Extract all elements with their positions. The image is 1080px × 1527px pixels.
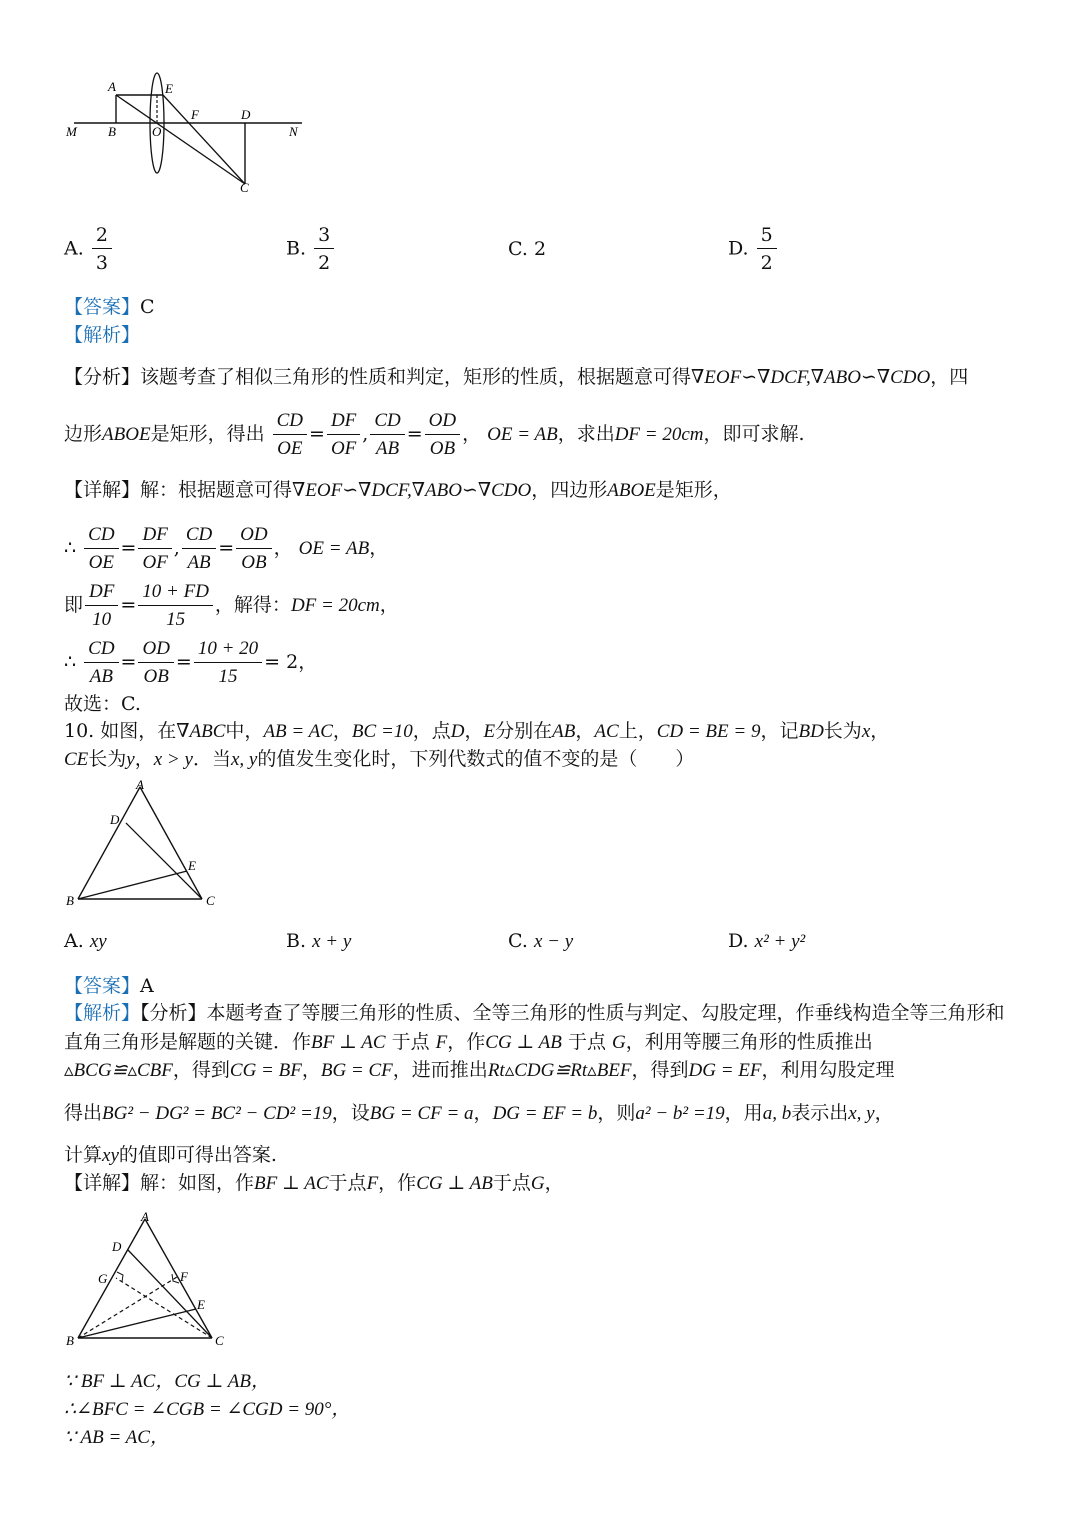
q9-analysis-tag: 【解析】 <box>64 324 141 346</box>
q9-option-b: B. $\frac{3}{2}$ <box>286 222 336 277</box>
q10-answer: 【答案】A <box>64 975 154 997</box>
fig3-label-A: A <box>141 1209 149 1224</box>
q9-fenxi-line1: 【分析】该题考查了相似三角形的性质和判定，矩形的性质，根据题意可得∇EOF∽∇DCF,∇ABO∽∇CDO，四 <box>64 366 969 388</box>
fig3-label-B: B <box>66 1333 74 1348</box>
fig3-label-D: D <box>112 1239 122 1254</box>
q10-analysis-line2: 直角三角形是解题的关键．作BF ⊥ AC 于点 F，作CG ⊥ AB 于点 G，利用等腰三角形的性质推出 <box>64 1031 873 1053</box>
fig1-label-B: B <box>108 124 116 139</box>
q10-stem-line1: 10. 如图，在∇ABC中，AB = AC，BC =10，点D，E分别在AB，AC上，CD = BE = 9，记BD长为x， <box>64 720 890 742</box>
q10-option-b: B. x + y <box>286 930 352 952</box>
q9-option-d: D. $\frac{5}{2}$ <box>728 222 779 277</box>
q9-option-a: A. $\frac{2}{3}$ <box>64 222 114 277</box>
q9-option-c: C. 2 <box>508 238 547 260</box>
fig1-label-F: F <box>191 107 199 122</box>
q10-proof-3: ∵ AB = AC， <box>64 1427 169 1448</box>
fig1-label-E: E <box>165 81 173 96</box>
q10-xiangjie-line1: 【详解】解：如图，作BF ⊥ AC于点F，作CG ⊥ AB于点G， <box>64 1172 564 1194</box>
q10-analysis-line1: 【解析】【分析】本题考查了等腰三角形的性质、全等三角形的性质与判定、勾股定理，作垂线构造全等三角形和 <box>64 1002 1005 1024</box>
q9-xiangjie-line1: 【详解】解：根据题意可得∇EOF∽∇DCF,∇ABO∽∇CDO，四边形ABOE是矩形， <box>64 479 732 501</box>
q9-step-3: ∴ $\frac{CD}{AB}$ = $\frac{OD}{OB}$ = $\frac{10 + 20}{15}$ = 2， <box>64 637 318 687</box>
triangle-figure-2 <box>60 1205 240 1355</box>
q10-proof-2: ∴∠BFC = ∠CGB = ∠CGD = 90°， <box>64 1399 351 1420</box>
fig3-label-E: E <box>197 1297 205 1312</box>
q9-option-a-fraction: $\frac{2}{3}$ <box>92 222 112 277</box>
q10-proof-1: ∵ BF ⊥ AC，CG ⊥ AB， <box>64 1371 270 1392</box>
fig2-label-E: E <box>188 858 196 873</box>
fig1-label-N: N <box>289 124 298 139</box>
q10-option-c: C. x − y <box>508 930 574 952</box>
fig1-label-O: O <box>152 124 162 139</box>
fig1-label-M: M <box>66 124 77 139</box>
q10-analysis-line3: ▵BCG≌▵CBF，得到CG = BF，BG = CF，进而推出Rt▵CDG≌Rt▵BEF，得到DG = EF，利用勾股定理 <box>64 1059 895 1081</box>
fig1-label-D: D <box>241 107 251 122</box>
fig3-label-F: F <box>180 1269 188 1284</box>
q10-option-d: D. x² + y² <box>728 930 806 952</box>
q9-step-2: 即 $\frac{DF}{10}$ = $\frac{10 + FD}{15}$ ，解得：DF = 20cm， <box>64 580 399 630</box>
lens-diagram <box>60 70 320 200</box>
fig1-label-C: C <box>240 180 249 195</box>
fig3-label-G: G <box>98 1271 108 1286</box>
q10-option-a: A. xy <box>64 930 107 952</box>
q9-answer: 【答案】C <box>64 296 155 318</box>
q10-stem-line2: CE长为y，x > y．当x, y的值发生变化时，下列代数式的值不变的是（ ） <box>64 748 695 770</box>
fig2-label-A: A <box>136 777 144 792</box>
q10-analysis-line5: 计算xy的值即可得出答案. <box>64 1144 277 1166</box>
triangle-figure-1 <box>60 775 230 915</box>
q9-option-b-fraction: $\frac{3}{2}$ <box>314 222 334 277</box>
q9-conclusion: 故选：C. <box>64 693 141 715</box>
fig1-label-A: A <box>108 79 116 94</box>
fig2-label-B: B <box>66 893 74 908</box>
fig2-label-D: D <box>110 812 120 827</box>
fig2-label-C: C <box>206 893 215 908</box>
q10-analysis-line4: 得出BG² − DG² = BC² − CD² =19，设BG = CF = a，DG = EF = b，则a² − b² =19，用a, b表示出x, y， <box>64 1102 894 1124</box>
q9-option-d-fraction: $\frac{5}{2}$ <box>757 222 777 277</box>
fig3-label-C: C <box>215 1333 224 1348</box>
q9-fenxi-line2: 边形ABOE是矩形，得出 $\frac{CD}{OE}$ = $\frac{DF}{OF}$ , $\frac{CD}{AB}$ = $\frac{OD}{OB}$ ， OE = AB，求出DF = 20cm，即可求解. <box>64 409 805 459</box>
q9-step-1: ∴ $\frac{CD}{OE}$ = $\frac{DF}{OF}$ , $\frac{CD}{AB}$ = $\frac{OD}{OB}$ ， OE = AB， <box>64 523 389 573</box>
